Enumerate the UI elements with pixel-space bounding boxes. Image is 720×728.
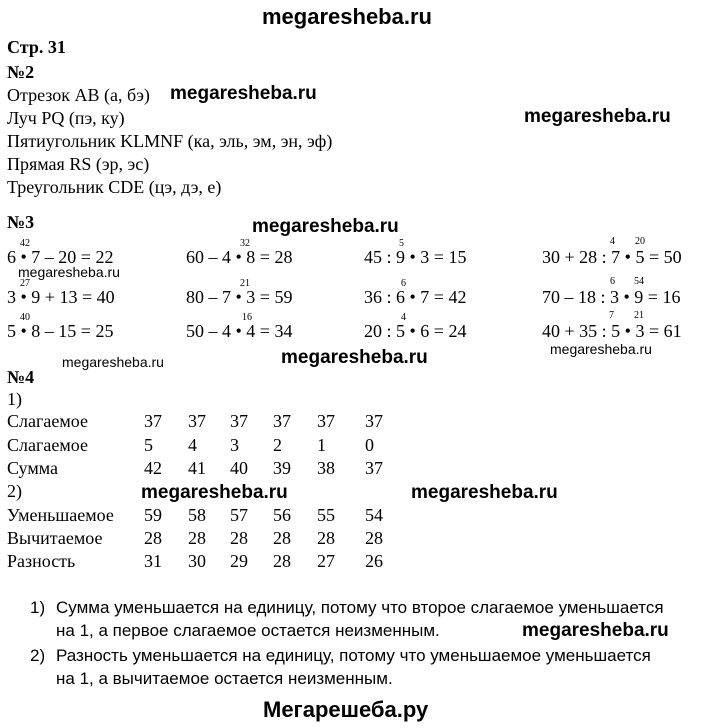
table-cell: 42 [144, 458, 162, 478]
watermark: megaresheba.ru [141, 482, 288, 503]
table-cell: 37 [230, 411, 248, 431]
table-cell: 38 [317, 458, 335, 478]
task2-line: Пятиугольник KLMNF (ка, эль, эм, эн, эф) [7, 131, 333, 151]
table-cell: 56 [273, 505, 291, 525]
row-label: Сумма [7, 458, 58, 478]
table-cell: 37 [365, 458, 383, 478]
expression: 45 : 9 • 3 = 15 [364, 247, 467, 267]
table-cell: 28 [188, 528, 206, 548]
intermediate-result: 7 [609, 310, 614, 321]
part-label: 1) [7, 389, 22, 409]
intermediate-result: 21 [634, 310, 644, 321]
table-cell: 59 [144, 505, 162, 525]
note-text: Разность уменьшается на единицу, потому что уменьшаемое уменьшается [56, 646, 651, 665]
table-cell: 28 [273, 551, 291, 571]
watermark: megaresheba.ru [411, 482, 558, 503]
watermark: megaresheba.ru [550, 341, 652, 357]
row-label: Слагаемое [7, 435, 88, 455]
watermark-bottom: Мегарешеба.ру [263, 697, 429, 722]
table-cell: 1 [317, 435, 326, 455]
watermark: megaresheba.ru [281, 347, 428, 368]
watermark-top: megaresheba.ru [262, 4, 432, 29]
intermediate-result: 42 [20, 238, 30, 249]
table-cell: 0 [365, 435, 374, 455]
table-cell: 37 [317, 411, 335, 431]
table-cell: 28 [365, 528, 383, 548]
table-cell: 29 [230, 551, 248, 571]
intermediate-result: 4 [401, 312, 406, 323]
watermark: megaresheba.ru [170, 83, 317, 104]
note-text: на 1, а первое слагаемое остается неизменным. [56, 621, 440, 640]
watermark: megaresheba.ru [524, 106, 671, 127]
table-cell: 27 [317, 551, 335, 571]
table-cell: 2 [273, 435, 282, 455]
intermediate-result: 4 [610, 236, 615, 247]
row-label: Слагаемое [7, 411, 88, 431]
table-cell: 3 [230, 435, 239, 455]
note-number: 1) [30, 598, 46, 617]
table-cell: 37 [144, 411, 162, 431]
table-cell: 55 [317, 505, 335, 525]
row-label: Разность [7, 551, 76, 571]
table-cell: 41 [188, 458, 206, 478]
intermediate-result: 20 [635, 236, 645, 247]
part-label: 2) [7, 481, 22, 501]
table-cell: 39 [273, 458, 291, 478]
table-cell: 28 [273, 528, 291, 548]
intermediate-result: 5 [399, 238, 404, 249]
table-cell: 31 [144, 551, 162, 571]
task2-line: Отрезок AB (а, бэ) [7, 85, 150, 105]
expression: 60 – 4 • 8 = 28 [186, 247, 293, 267]
table-cell: 58 [188, 505, 206, 525]
expression: 70 – 18 : 3 • 9 = 16 [542, 287, 681, 307]
watermark: megaresheba.ru [62, 354, 164, 370]
task4-number: №4 [7, 367, 35, 387]
table-cell: 37 [188, 411, 206, 431]
intermediate-result: 21 [240, 278, 250, 289]
watermark: megaresheba.ru [252, 216, 399, 237]
row-label: Вычитаемое [7, 528, 103, 548]
expression: 40 + 35 : 5 • 3 = 61 [542, 321, 682, 341]
note-text: на 1, а вычитаемое остается неизменным. [56, 669, 393, 688]
expression: 36 : 6 • 7 = 42 [364, 287, 467, 307]
intermediate-result: 32 [240, 238, 250, 249]
watermark: megaresheba.ru [522, 620, 669, 641]
table-cell: 37 [273, 411, 291, 431]
table-cell: 28 [317, 528, 335, 548]
task2-number: №2 [7, 62, 35, 82]
task2-line: Прямая RS (эр, эс) [7, 154, 150, 174]
row-label: Уменьшаемое [7, 505, 114, 525]
note-text: Сумма уменьшается на единицу, потому что второе слагаемое уменьшается [56, 598, 664, 617]
intermediate-result: 6 [401, 278, 406, 289]
page-label: Стр. 31 [7, 37, 66, 57]
note-number: 2) [30, 646, 46, 665]
task2-line: Треугольник CDE (цэ, дэ, е) [7, 177, 222, 197]
table-cell: 28 [230, 528, 248, 548]
watermark: megaresheba.ru [18, 264, 120, 280]
intermediate-result: 27 [20, 278, 30, 289]
expression: 3 • 9 + 13 = 40 [7, 287, 115, 307]
expression: 20 : 5 • 6 = 24 [364, 321, 467, 341]
table-cell: 37 [365, 411, 383, 431]
table-cell: 5 [144, 435, 153, 455]
table-cell: 57 [230, 505, 248, 525]
intermediate-result: 6 [610, 276, 615, 287]
task3-number: №3 [7, 212, 35, 232]
table-cell: 30 [188, 551, 206, 571]
table-cell: 26 [365, 551, 383, 571]
table-cell: 40 [230, 458, 248, 478]
expression: 50 – 4 • 4 = 34 [186, 321, 293, 341]
table-cell: 28 [144, 528, 162, 548]
intermediate-result: 16 [242, 312, 252, 323]
table-cell: 4 [188, 435, 197, 455]
task2-line: Луч PQ (пэ, ку) [7, 108, 125, 128]
expression: 6 • 7 – 20 = 22 [7, 247, 114, 267]
expression: 5 • 8 – 15 = 25 [7, 321, 114, 341]
expression: 80 – 7 • 3 = 59 [186, 287, 293, 307]
intermediate-result: 40 [20, 312, 30, 323]
expression: 30 + 28 : 7 • 5 = 50 [542, 247, 682, 267]
table-cell: 54 [365, 505, 383, 525]
intermediate-result: 54 [634, 276, 644, 287]
